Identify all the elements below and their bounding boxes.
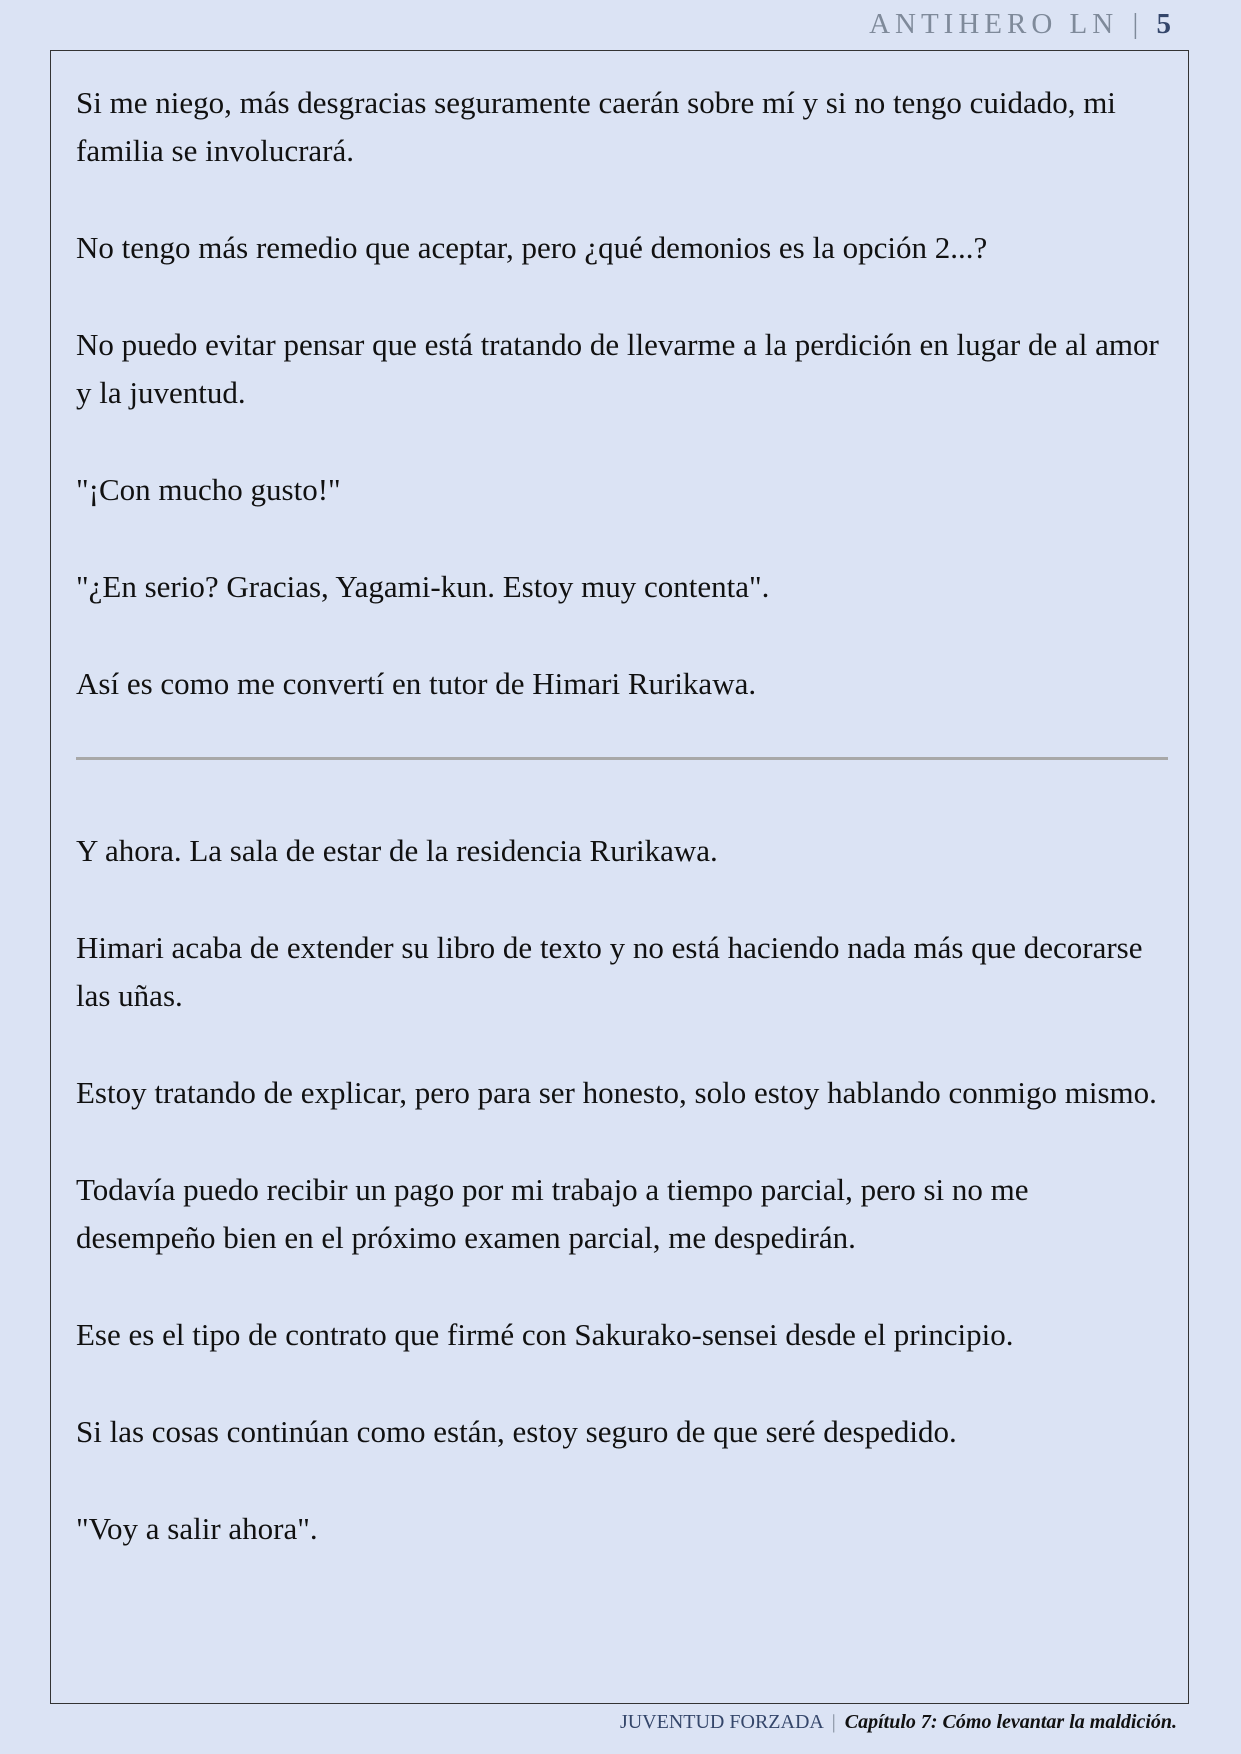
paragraph: Todavía puedo recibir un pago por mi trabajo a tiempo parcial, pero si no me desempeño bien en el próximo examen parcial, me despedirán.	[76, 1172, 1029, 1255]
paragraph: No tengo más remedio que aceptar, pero ¿qué demonios es la opción 2...?	[76, 230, 988, 265]
scene-divider	[76, 757, 1168, 760]
header-separator: |	[1132, 8, 1139, 40]
footer-series-title: JUVENTUD FORZADA	[619, 1711, 823, 1733]
paragraph: Estoy tratando de explicar, pero para ser honesto, solo estoy hablando conmigo mismo.	[76, 1075, 1157, 1110]
paragraph: "¿En serio? Gracias, Yagami-kun. Estoy muy contenta".	[76, 569, 770, 604]
paragraph: Y ahora. La sala de estar de la residencia Rurikawa.	[76, 833, 718, 868]
page-footer	[620, 1711, 1177, 1734]
page-content	[76, 79, 1168, 1602]
paragraph: No puedo evitar pensar que está tratando de llevarme a la perdición en lugar de al amor y la juventud.	[76, 327, 1159, 410]
paragraph: Si las cosas continúan como están, estoy seguro de que seré despedido.	[76, 1414, 957, 1449]
footer-separator: |	[831, 1711, 836, 1733]
header-title: ANTIHERO LN	[869, 8, 1119, 40]
paragraph: "¡Con mucho gusto!"	[76, 472, 341, 507]
paragraph: "Voy a salir ahora".	[76, 1511, 318, 1546]
page-number: 5	[1156, 8, 1171, 40]
paragraph: Himari acaba de extender su libro de texto y no está haciendo nada más que decorarse las uñas.	[76, 930, 1143, 1013]
footer-chapter-title: Capítulo 7: Cómo levantar la maldición.	[844, 1711, 1177, 1733]
page-header	[869, 8, 1171, 41]
paragraph: Si me niego, más desgracias seguramente caerán sobre mí y si no tengo cuidado, mi familia se involucrará.	[76, 85, 1116, 168]
text-frame	[50, 50, 1189, 1704]
paragraph: Ese es el tipo de contrato que firmé con Sakurako-sensei desde el principio.	[76, 1317, 1014, 1352]
paragraph: Así es como me convertí en tutor de Himari Rurikawa.	[76, 666, 757, 701]
